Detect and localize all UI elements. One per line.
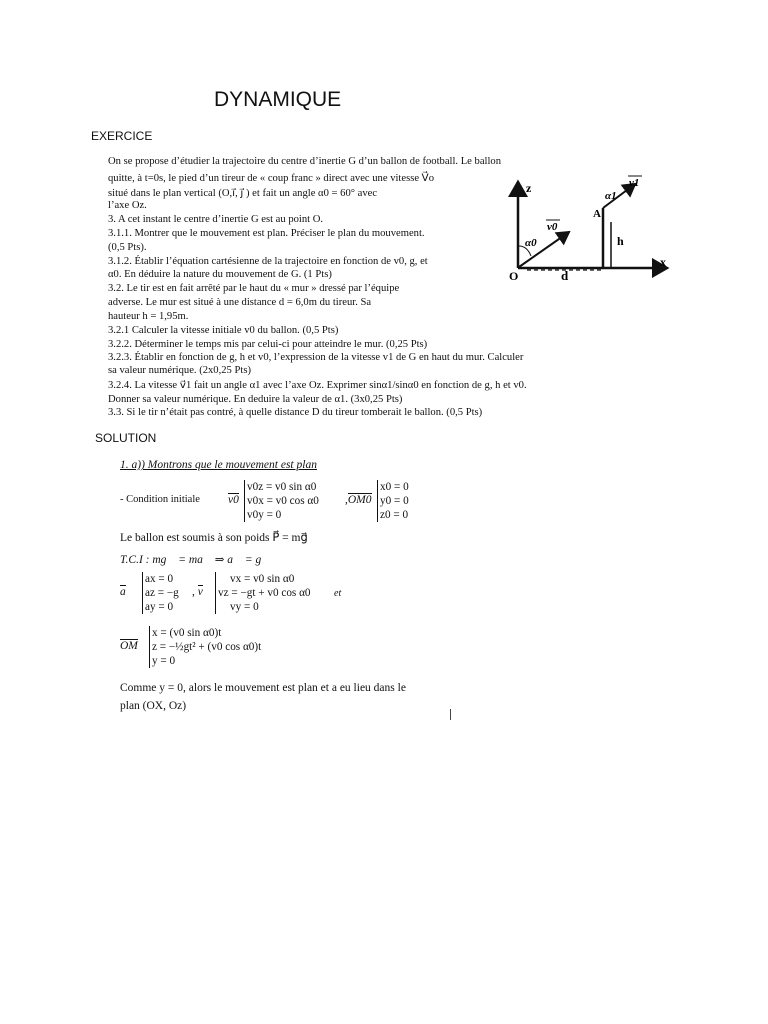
exercise-line: α0. En déduire la nature du mouvement de G. (1 Pts) — [108, 269, 332, 280]
system-row: vz = −gt + v0 cos α0 — [218, 587, 311, 599]
point-a-label: A — [593, 208, 601, 220]
exercise-line: 3.2.4. La vitesse v⃗1 fait un angle α1 avec l’axe Oz. Exprimer sinα1/sinα0 en fonction de g, h et v0. — [108, 380, 527, 391]
exercise-line: On se propose d’étudier la trajectoire du centre d’inertie G d’un ballon de football. Le ballon — [108, 156, 502, 167]
position-system — [152, 626, 261, 668]
system-row: x0 = 0 — [380, 481, 409, 493]
alpha0-label: α0 — [525, 237, 537, 249]
exercise-line: 3. A cet instant le centre d’inertie G est au point O. — [108, 214, 324, 225]
velocity-system — [218, 572, 311, 614]
exercise-line: (0,5 Pts). — [108, 242, 147, 253]
exercise-line: sa valeur numérique. (2x0,25 Pts) — [108, 365, 251, 376]
tci-line: T.C.I : mg⃗ = ma⃗ ⇒ a⃗ = g⃗ — [120, 554, 271, 566]
exercise-line: 3.2. Le tir est en fait arrêté par le haut du « mur » dressé par l’équipe — [108, 283, 400, 294]
system-row: vy = 0 — [230, 601, 259, 613]
document-title: DYNAMIQUE — [214, 88, 342, 111]
system-row: ax = 0 — [145, 573, 174, 585]
origin-label: O — [509, 269, 519, 283]
initial-condition-label: - Condition initiale — [120, 494, 200, 505]
om-vector-label: OM — [120, 640, 138, 652]
exercise-line: quitte, à t=0s, le pied d’un tireur de « coup franc » direct avec une vitesse V⃗o — [108, 173, 435, 184]
distance-label: d — [561, 268, 569, 283]
velocity-vector-label: , v — [192, 586, 203, 598]
exercise-line: adverse. Le mur est situé à une distance d = 6,0m du tireur. Sa — [108, 297, 372, 308]
alpha1-label: α1 — [605, 190, 617, 202]
solution-heading: SOLUTION — [95, 431, 157, 445]
weight-sentence: Le ballon est soumis à son poids P⃗ = mg⃗ — [120, 532, 308, 544]
conclusion-line: plan (OX, Oz) — [120, 700, 187, 712]
height-label: h — [617, 234, 624, 248]
system-row: vx = v0 sin α0 — [230, 573, 295, 585]
system-row: v0y = 0 — [247, 509, 282, 521]
exercise-line: 3.3. Si le tir n’était pas contré, à quelle distance D du tireur tomberait le ballon. (0,5 Pts) — [108, 407, 483, 418]
exercise-line: hauteur h = 1,95m. — [108, 311, 189, 322]
v0-vector-label: v0 — [228, 494, 239, 506]
system-row: x = (v0 sin α0)t — [152, 627, 222, 639]
system-row: ay = 0 — [145, 601, 174, 613]
v1-label: v1 — [629, 177, 640, 189]
x-axis-label: x — [660, 255, 666, 269]
exercise-line: l’axe Oz. — [108, 200, 147, 211]
trajectory-figure — [505, 172, 673, 284]
exercise-line: Donner sa valeur numérique. En deduire la valeur de α1. (3x0,25 Pts) — [108, 394, 403, 405]
exercise-line: situé dans le plan vertical (O,i⃗, j⃗ ) et fait un angle α0 = 60° avec — [108, 188, 378, 199]
accel-vector-label: a — [120, 586, 126, 598]
velocity-suffix: et — [334, 588, 342, 599]
system-row: z = −½gt² + (v0 cos α0)t — [152, 641, 262, 653]
solution-part-title: 1. a)) Montrons que le mouvement est plan — [120, 459, 317, 471]
acceleration-system — [145, 572, 179, 614]
exercise-line: 3.2.1 Calculer la vitesse initiale v0 du ballon. (0,5 Pts) — [108, 325, 339, 336]
v0-initial-system — [247, 480, 319, 522]
text-cursor — [450, 709, 451, 720]
v0-label: v0 — [547, 221, 558, 233]
om0-vector-label: ,OM0 — [345, 494, 372, 506]
conclusion-line: Comme y = 0, alors le mouvement est plan et a eu lieu dans le — [120, 682, 406, 694]
exercise-line: 3.2.3. Établir en fonction de g, h et v0, l’expression de la vitesse v1 de G en haut du mur. Calculer — [108, 352, 524, 363]
system-row: y0 = 0 — [380, 495, 409, 507]
system-row: y = 0 — [152, 655, 176, 667]
exercise-line: 3.1.2. Établir l’équation cartésienne de la trajectoire en fonction de v0, g, et — [108, 256, 428, 267]
system-row: az = −g — [145, 587, 179, 599]
system-row: v0x = v0 cos α0 — [247, 495, 319, 507]
z-axis-label: z — [526, 181, 532, 195]
om0-initial-system — [380, 480, 409, 522]
system-row: z0 = 0 — [380, 509, 409, 521]
exercise-line: 3.1.1. Montrer que le mouvement est plan. Préciser le plan du mouvement. — [108, 228, 425, 239]
exercise-line: 3.2.2. Déterminer le temps mis par celui-ci pour atteindre le mur. (0,25 Pts) — [108, 339, 428, 350]
exercise-heading: EXERCICE — [91, 129, 153, 143]
system-row: v0z = v0 sin α0 — [247, 481, 317, 493]
